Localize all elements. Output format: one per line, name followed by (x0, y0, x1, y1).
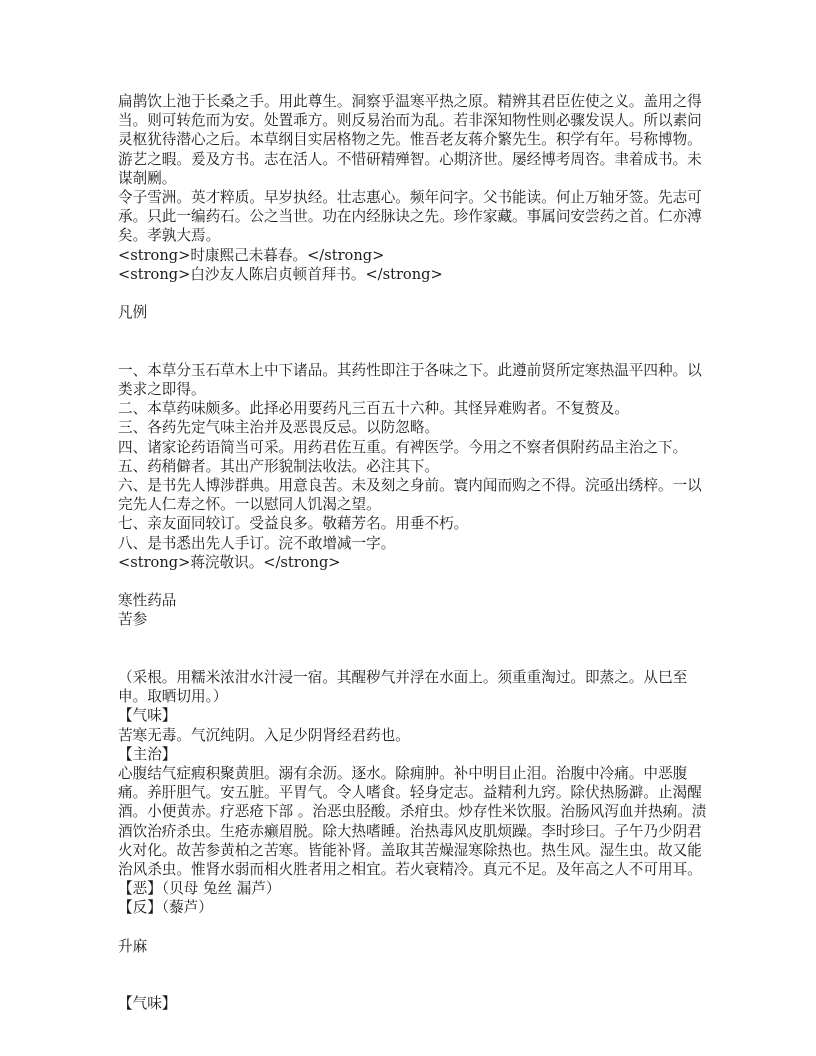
herb-name: 苦参 (118, 611, 148, 629)
fanli-item: 一、本草分玉石草木上中下诸品。其药性即注于各味之下。此遵前贤所定寒热温平四种。以类求之即得。 (118, 361, 702, 399)
fanli-title: 凡例 (118, 304, 148, 322)
qiwei-label: 【气味】 (118, 707, 177, 725)
spacer (118, 322, 708, 360)
zhuzhi-text: 心腹结气症瘕积聚黄胆。溺有余沥。逐水。除痈肿。补中明目止泪。治腹中冷痛。中恶腹痛。养肝胆气。安五脏。平胃气。令人嗜食。轻身定志。益精利九窍。除伏热肠澼。止渴醒酒。小便黄赤。疗恶疮下部 。治恶虫胫酸。杀疳虫。炒存性米饮服。治肠风泻血并热痢。渍酒饮治疥杀虫。生疮赤癞眉脱。除大热嗜睡。治热毒风皮肌烦躁。李时珍曰。子午乃少阴君火对化。故苦参黄柏之苦寒。皆能补肾。盖取其苦燥湿寒除热也。热生风。湿生虫。故又能治风杀虫。惟肾水弱而相火胜者用之相宜。若火衰精冷。真元不足。及年高之人不可用耳。 (118, 765, 707, 879)
preface-signature-line: <strong>白沙友人陈启贞顿首拜书。</strong> (118, 265, 443, 283)
fanli-item: 二、本草药味颇多。此择必用要药凡三百五十六种。其怪异难购者。不复赘及。 (118, 400, 629, 418)
qiwei-text: 苦寒无毒。气沉纯阴。入足少阴肾经君药也。 (118, 726, 410, 744)
fanli-item: 三、各药先定气味主治并及恶畏反忌。以防忽略。 (118, 419, 440, 437)
document-page (118, 92, 708, 1014)
section-title: 寒性药品 (118, 592, 177, 610)
wu-line: 【恶】（贝母 兔丝 漏芦） (118, 880, 281, 898)
spacer (118, 918, 708, 937)
preface-paragraph-2: 令子雪洲。英才粹质。早岁执经。壮志惠心。频年问字。父书能读。何止万轴牙签。先志可承。只此一编药石。公之当世。功在内经脉诀之先。珍作家藏。事属问安尝药之首。仁亦溥矣。孝孰大焉。 (118, 189, 702, 245)
qiwei-label-2: 【气味】 (118, 995, 177, 1013)
fan-line: 【反】（藜芦） (118, 899, 213, 917)
zhuzhi-label: 【主治】 (118, 745, 177, 763)
preface-date-line: <strong>时康熙己未暮春。</strong> (118, 246, 385, 264)
fanli-item: 六、是书先人博涉群典。用意良苦。未及刻之身前。寰内闻而购之不得。浣亟出绣梓。一以完先人仁寿之怀。一以慰同人饥渴之望。 (118, 477, 702, 514)
herb-preparation: （采根。用糯米浓泔水汁浸一宿。其醒秽气并浮在水面上。须重重淘过。即蒸之。从巳至申。取晒切用。） (118, 669, 688, 706)
preface-paragraph: 扁鹊饮上池于长桑之手。用此尊生。洞察乎温寒平热之原。精辨其君臣佐使之义。盖用之得当。则可转危而为安。处置乖方。则反易治而为乱。若非深知物性则必骤发误人。所以素问灵枢犹待潜心之后。本草纲目实居格物之先。惟吾老友蒋介繁先生。积学有年。号称博物。游艺之暇。爰及方书。志在活人。不惜研精殚智。心期济世。屡经博考周咨。聿着成书。未谋剞劂。 (118, 93, 702, 187)
fanli-item: 七、亲友面同较订。受益良多。敬藉芳名。用垂不朽。 (118, 515, 469, 533)
spacer (118, 284, 708, 303)
spacer (118, 956, 708, 994)
fanli-item: 五、药稍僻者。其出产形貌制法收法。必注其下。 (118, 457, 440, 475)
fanli-item: 八、是书悉出先人手订。浣不敢增减一字。 (118, 534, 396, 552)
spacer (118, 572, 708, 591)
fanli-item: 四、诸家论药语简当可采。用药君佐互重。有裨医学。今用之不察者俱附药品主治之下。 (118, 438, 688, 456)
herb-name-2: 升麻 (118, 937, 148, 955)
fanli-signature: <strong>蒋浣敬识。</strong> (118, 553, 341, 571)
spacer (118, 630, 708, 668)
